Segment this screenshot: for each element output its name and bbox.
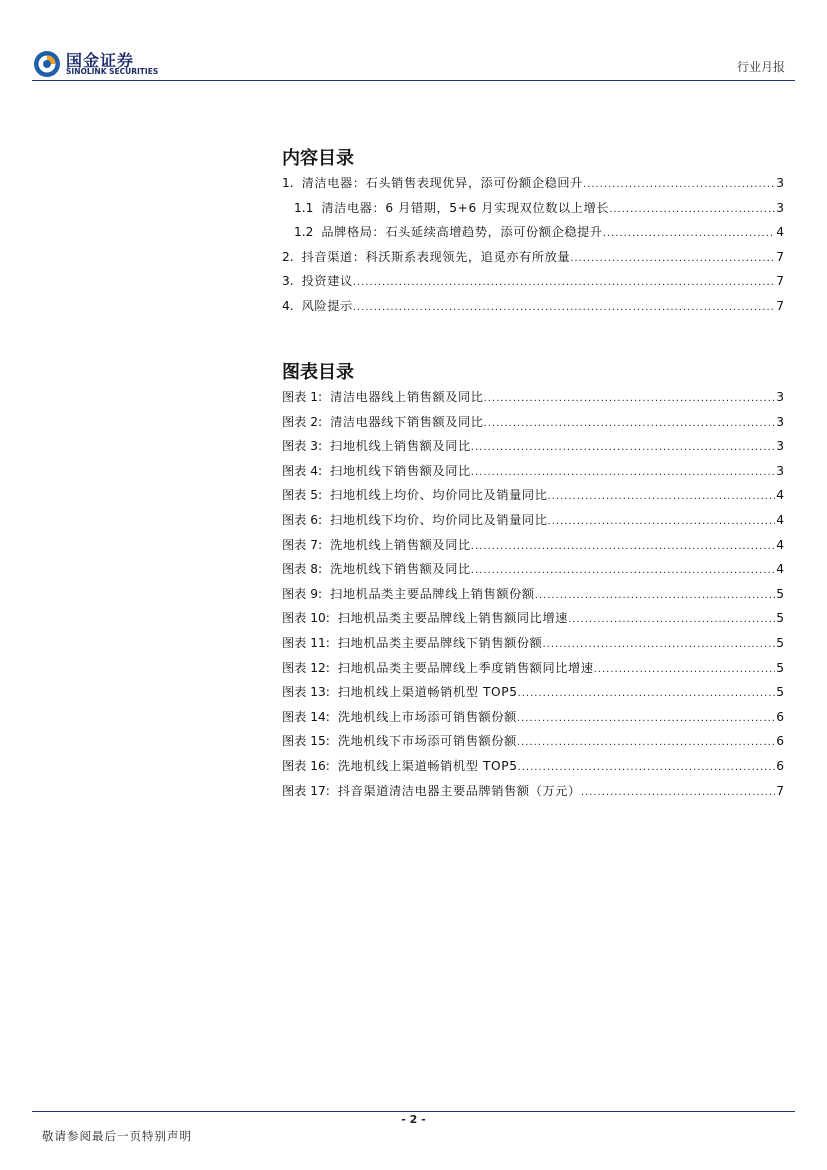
toc-entry-page: 3 bbox=[776, 463, 784, 478]
toc-entry[interactable] bbox=[282, 297, 784, 322]
toc-entry-page: 3 bbox=[776, 200, 784, 215]
contents-title: 内容目录 bbox=[282, 148, 354, 169]
toc-dot-leader bbox=[542, 636, 775, 650]
page-number: - 2 - bbox=[401, 1113, 426, 1126]
toc-entry-number: 图表 6: bbox=[282, 512, 323, 527]
toc-entry-number: 2. bbox=[282, 249, 294, 264]
toc-entry-number: 图表 10: bbox=[282, 611, 330, 626]
figure-entry[interactable] bbox=[282, 585, 784, 610]
toc-dot-leader bbox=[518, 685, 776, 699]
toc-dot-leader bbox=[353, 299, 775, 313]
toc-entry-number: 图表 9: bbox=[282, 586, 323, 601]
footer-divider bbox=[32, 1111, 795, 1112]
toc-dot-leader bbox=[535, 587, 776, 601]
toc-entry-number: 图表 4: bbox=[282, 463, 323, 478]
toc-entry-page: 3 bbox=[776, 439, 784, 454]
toc-entry-title: 洗地机线下销售额及同比 bbox=[330, 562, 471, 577]
toc-entry-page: 3 bbox=[776, 176, 784, 190]
toc-entry-title: 投资建议 bbox=[301, 274, 353, 289]
toc-entry-page: 5 bbox=[776, 660, 784, 675]
toc-entry-title: 扫地机品类主要品牌线上季度销售额同比增速 bbox=[337, 660, 594, 675]
toc-entry-title: 扫地机线上均价、均价同比及销量同比 bbox=[330, 488, 548, 503]
toc-entry-page: 6 bbox=[776, 734, 784, 749]
toc-entry-page: 4 bbox=[776, 562, 784, 577]
toc-entry-title: 风险提示 bbox=[301, 298, 353, 313]
toc-entry-title: 品牌格局：石头延续高增趋势，添可份额企稳提升 bbox=[321, 225, 603, 240]
toc-dot-leader bbox=[353, 274, 775, 288]
toc-entry-page: 7 bbox=[776, 274, 784, 289]
document-type: 行业月报 bbox=[736, 60, 785, 74]
toc-entry-title: 扫地机品类主要品牌线上销售额份额 bbox=[330, 586, 535, 601]
toc-dot-leader bbox=[517, 734, 775, 748]
toc-dot-leader bbox=[568, 611, 775, 625]
toc-entry-page: 5 bbox=[776, 611, 784, 626]
sinolink-logo-icon bbox=[32, 49, 62, 79]
toc-dot-leader bbox=[518, 759, 776, 773]
toc-entry-title: 扫地机线下均价、均价同比及销量同比 bbox=[330, 512, 548, 527]
toc-dot-leader bbox=[583, 176, 775, 190]
toc-dot-leader bbox=[548, 488, 776, 502]
toc-entry-number: 图表 8: bbox=[282, 562, 323, 577]
toc-entry-number: 图表 7: bbox=[282, 537, 323, 552]
company-logo bbox=[32, 44, 172, 80]
figure-entry[interactable] bbox=[282, 486, 784, 511]
toc-entry-page: 7 bbox=[776, 298, 784, 313]
table-of-contents bbox=[282, 174, 784, 322]
figure-entry[interactable] bbox=[282, 609, 784, 634]
toc-dot-leader bbox=[471, 439, 775, 453]
disclaimer-note: 敬请参阅最后一页特别声明 bbox=[42, 1129, 192, 1143]
toc-entry-title: 扫地机品类主要品牌线上销售额同比增速 bbox=[337, 611, 569, 626]
figure-entry[interactable] bbox=[282, 560, 784, 585]
toc-entry-title: 扫地机线下销售额及同比 bbox=[330, 463, 471, 478]
figure-entry[interactable] bbox=[282, 732, 784, 757]
toc-entry[interactable] bbox=[282, 248, 784, 273]
toc-entry-number: 图表 17: bbox=[282, 783, 330, 798]
toc-entry-title: 洗地机线下市场添可销售额份额 bbox=[337, 734, 517, 749]
toc-dot-leader bbox=[471, 464, 775, 478]
toc-entry-number: 3. bbox=[282, 274, 294, 289]
toc-entry[interactable] bbox=[282, 223, 784, 248]
toc-entry-title: 清洁电器线上销售额及同比 bbox=[330, 390, 484, 404]
toc-dot-leader bbox=[570, 250, 775, 264]
toc-entry-number: 图表 1: bbox=[282, 390, 323, 404]
toc-dot-leader bbox=[581, 784, 775, 798]
toc-dot-leader bbox=[471, 538, 775, 552]
toc-entry[interactable] bbox=[282, 174, 784, 199]
toc-entry-title: 抖音渠道清洁电器主要品牌销售额（万元） bbox=[337, 783, 581, 798]
toc-entry-title: 洗地机线上渠道畅销机型 TOP5 bbox=[337, 758, 518, 773]
figure-entry[interactable] bbox=[282, 782, 784, 807]
page-header bbox=[32, 44, 795, 80]
toc-entry-page: 6 bbox=[776, 709, 784, 724]
toc-dot-leader bbox=[484, 415, 776, 429]
toc-entry-page: 7 bbox=[776, 783, 784, 798]
figure-entry[interactable] bbox=[282, 634, 784, 659]
toc-entry-page: 4 bbox=[776, 225, 784, 240]
logo-chinese-name: 国金证券 bbox=[66, 51, 135, 70]
toc-entry-page: 6 bbox=[776, 758, 784, 773]
toc-entry-page: 3 bbox=[776, 390, 784, 404]
toc-dot-leader bbox=[548, 513, 776, 527]
toc-entry-title: 洗地机线上销售额及同比 bbox=[330, 537, 471, 552]
toc-entry-title: 抖音渠道：科沃斯系表现领先，追觅亦有所放量 bbox=[301, 249, 571, 264]
toc-dot-leader bbox=[471, 562, 775, 576]
toc-entry-number: 4. bbox=[282, 298, 294, 313]
toc-entry-number: 图表 2: bbox=[282, 414, 323, 429]
toc-entry[interactable] bbox=[282, 199, 784, 224]
toc-entry-number: 图表 13: bbox=[282, 685, 330, 700]
figure-entry[interactable] bbox=[282, 388, 784, 413]
toc-dot-leader bbox=[609, 201, 775, 215]
toc-entry-number: 图表 15: bbox=[282, 734, 330, 749]
header-divider bbox=[32, 80, 795, 81]
toc-entry-number: 1. bbox=[282, 176, 294, 190]
toc-entry-title: 清洁电器线下销售额及同比 bbox=[330, 414, 484, 429]
figure-entry[interactable] bbox=[282, 462, 784, 487]
toc-entry-number: 1.1 bbox=[294, 200, 314, 215]
toc-entry-number: 1.2 bbox=[294, 225, 314, 240]
figure-entry[interactable] bbox=[282, 683, 784, 708]
toc-entry[interactable] bbox=[282, 272, 784, 297]
toc-entry-number: 图表 14: bbox=[282, 709, 330, 724]
toc-entry-number: 图表 3: bbox=[282, 439, 323, 454]
toc-entry-title: 扫地机品类主要品牌线下销售额份额 bbox=[337, 635, 543, 650]
toc-entry-title: 清洁电器：石头销售表现优异，添可份额企稳回升 bbox=[301, 176, 583, 190]
figures-title: 图表目录 bbox=[282, 362, 354, 383]
list-of-figures bbox=[282, 388, 784, 806]
figure-entry[interactable] bbox=[282, 757, 784, 782]
toc-dot-leader bbox=[594, 661, 776, 675]
toc-entry-page: 4 bbox=[776, 537, 784, 552]
toc-dot-leader bbox=[484, 390, 776, 404]
toc-entry-page: 7 bbox=[776, 249, 784, 264]
figure-entry[interactable] bbox=[282, 413, 784, 438]
toc-entry-page: 4 bbox=[776, 488, 784, 503]
toc-dot-leader bbox=[603, 225, 776, 239]
toc-entry-title: 扫地机线上销售额及同比 bbox=[330, 439, 471, 454]
toc-entry-title: 清洁电器：6 月错期，5+6 月实现双位数以上增长 bbox=[321, 200, 610, 215]
toc-entry-page: 4 bbox=[776, 512, 784, 527]
toc-entry-number: 图表 5: bbox=[282, 488, 323, 503]
figure-entry[interactable] bbox=[282, 536, 784, 561]
toc-entry-number: 图表 16: bbox=[282, 758, 330, 773]
toc-entry-page: 3 bbox=[776, 414, 784, 429]
figure-entry[interactable] bbox=[282, 437, 784, 462]
logo-english-name: SINOLINK SECURITIES bbox=[66, 67, 159, 76]
figure-entry[interactable] bbox=[282, 708, 784, 733]
toc-entry-page: 5 bbox=[776, 685, 784, 700]
toc-entry-title: 洗地机线上市场添可销售额份额 bbox=[337, 709, 517, 724]
toc-entry-title: 扫地机线上渠道畅销机型 TOP5 bbox=[337, 685, 518, 700]
toc-entry-number: 图表 12: bbox=[282, 660, 330, 675]
figure-entry[interactable] bbox=[282, 659, 784, 684]
toc-dot-leader bbox=[517, 710, 775, 724]
figure-entry[interactable] bbox=[282, 511, 784, 536]
toc-entry-page: 5 bbox=[776, 635, 784, 650]
toc-entry-page: 5 bbox=[776, 586, 784, 601]
toc-entry-number: 图表 11: bbox=[282, 635, 330, 650]
